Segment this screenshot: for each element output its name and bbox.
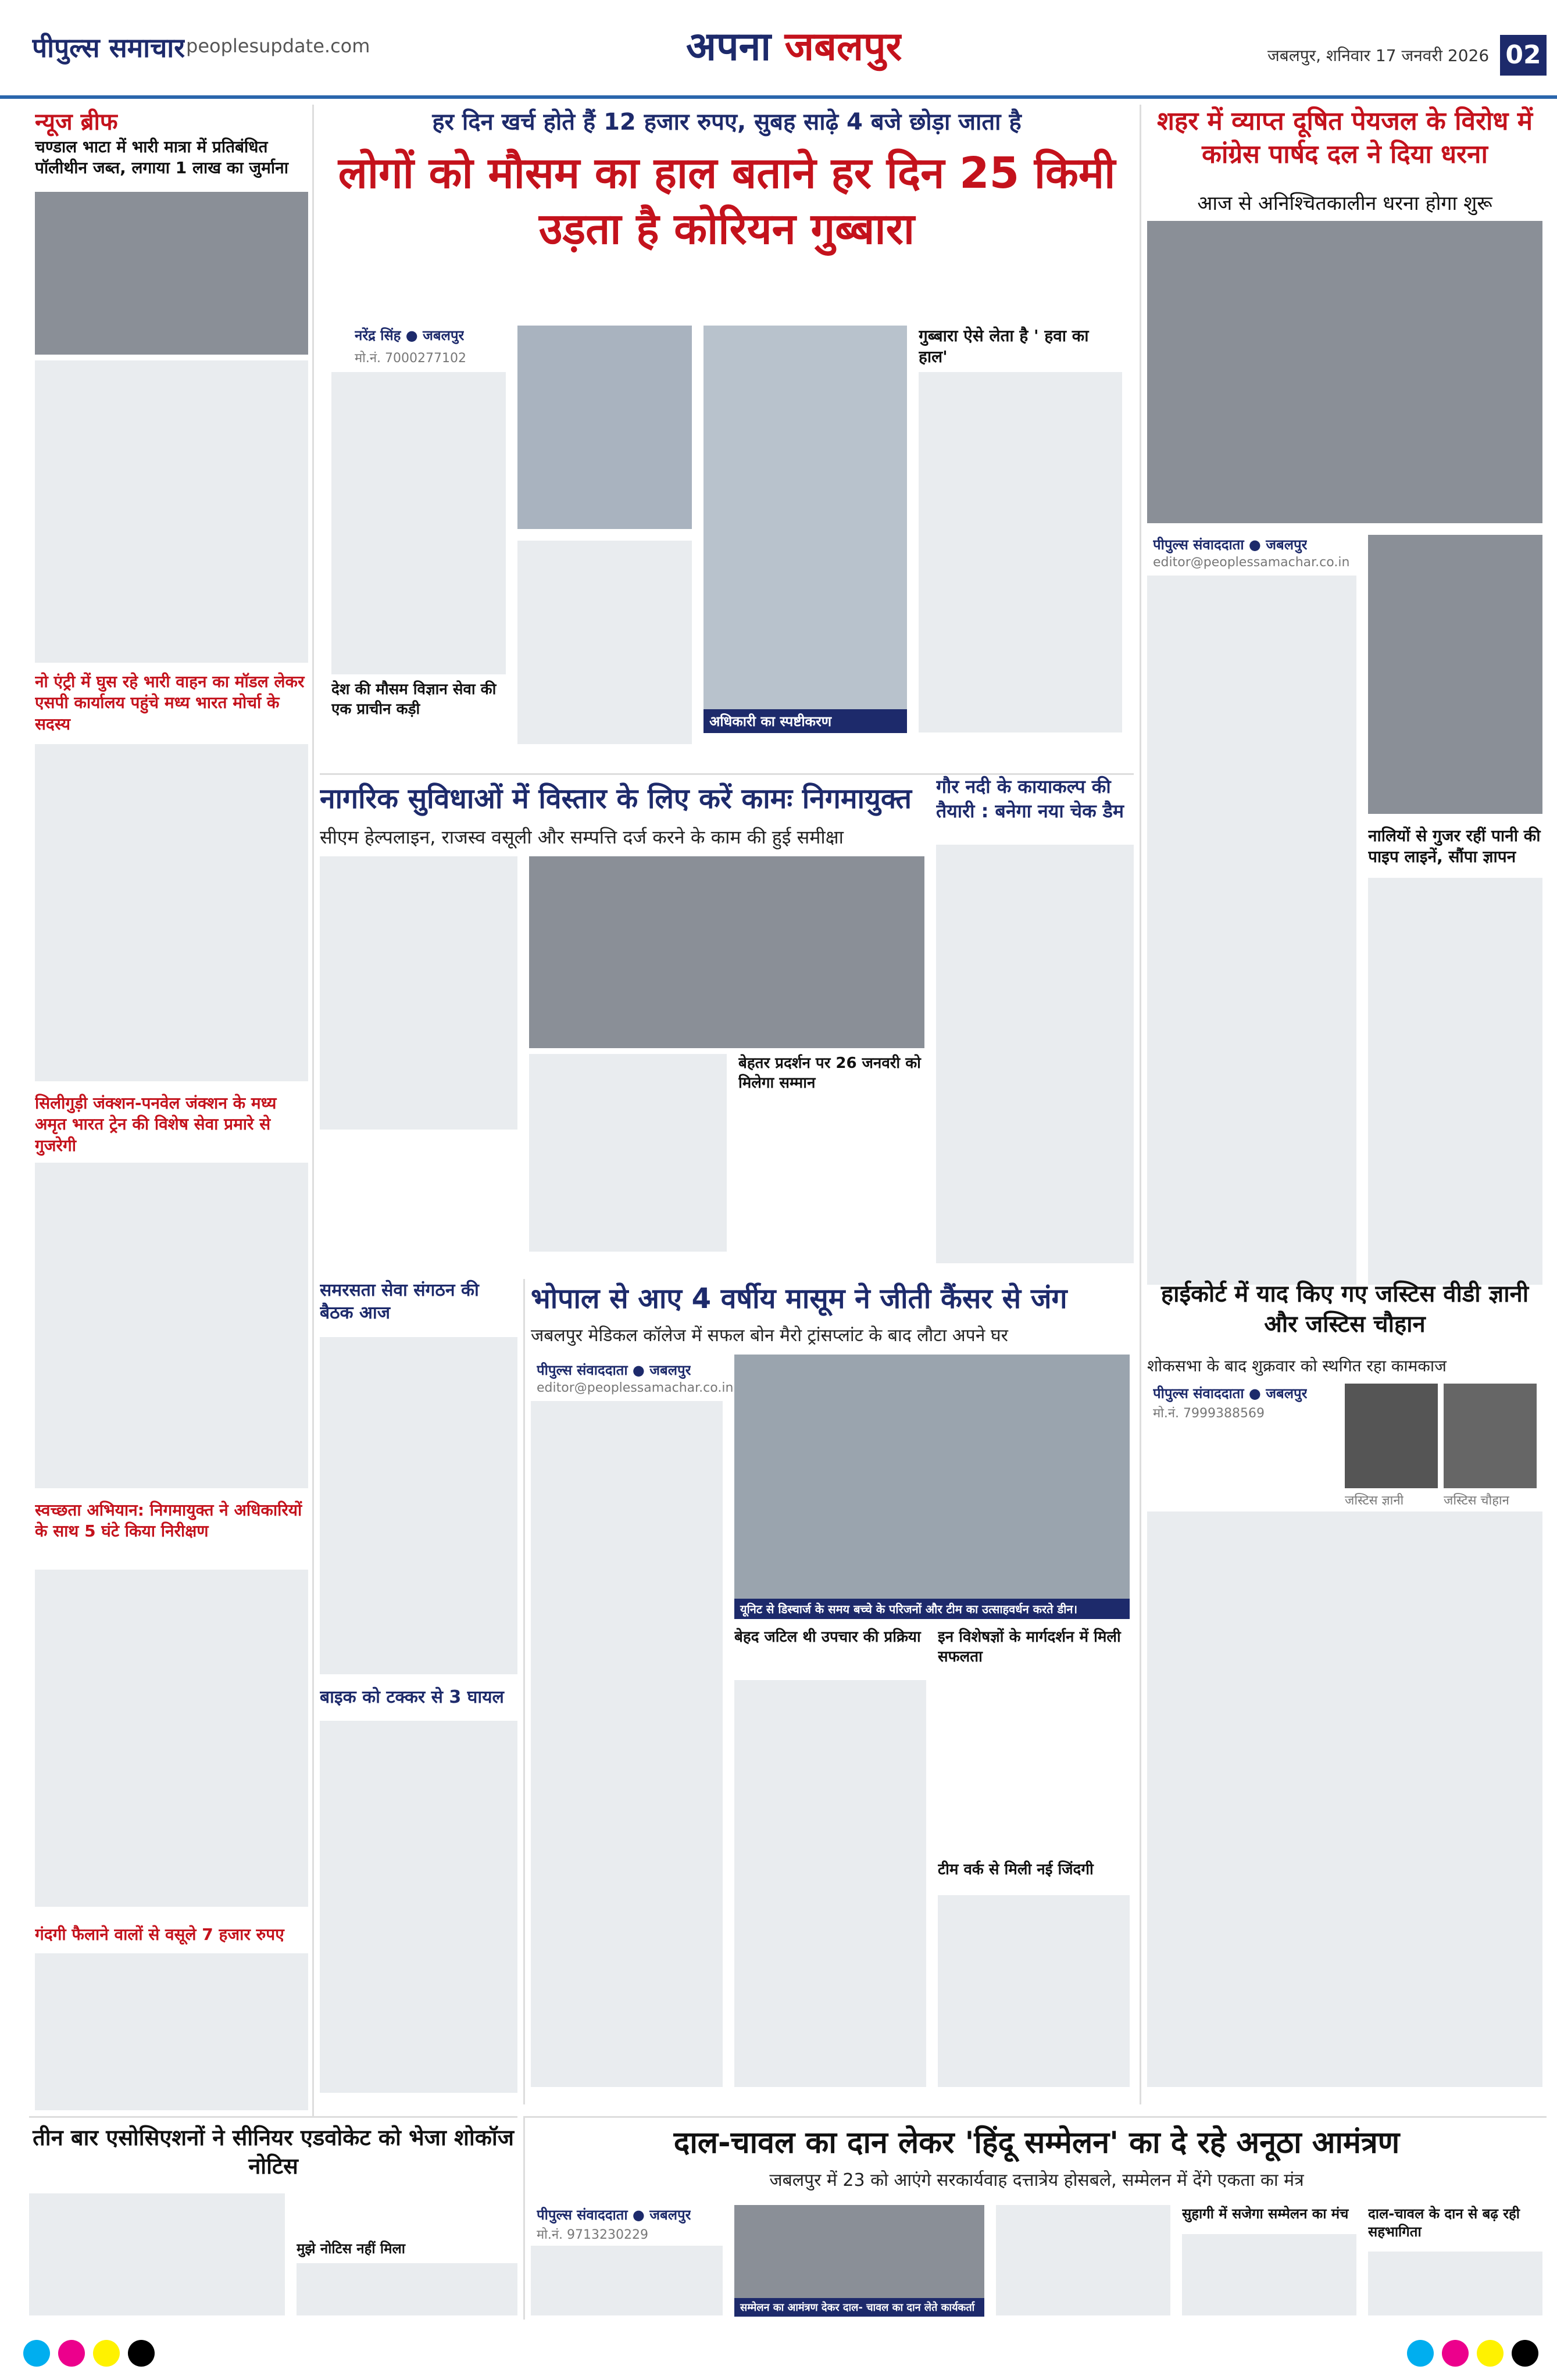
right-email: editor@peoplessamachar.co.in <box>1153 555 1350 570</box>
highcourt-story <box>1140 1279 1547 2104</box>
lead-subhead: देश की मौसम विज्ञान सेवा की एक प्राचीन कड़ी <box>331 681 497 718</box>
lead-headline: लोगों को मौसम का हाल बताने हर दिन 25 किमी उड़ता है कोरियन गुब्बारा <box>338 148 1116 255</box>
lead-photo-caption: अधिकारी का स्पष्टीकरण <box>703 709 907 733</box>
right-text <box>1147 576 1356 1285</box>
right-photo-2 <box>1368 535 1542 814</box>
bottom-mid-story <box>523 2116 1547 2320</box>
lead-photo-device <box>517 326 692 529</box>
cancer-text-1 <box>531 1401 723 2087</box>
bm-photo <box>734 2205 984 2298</box>
bm-text-3 <box>1182 2234 1356 2315</box>
lead-box-text <box>919 372 1122 732</box>
lead-mobile: मो.नं. 7000277102 <box>355 351 467 366</box>
cancer-text-3 <box>938 1895 1130 2087</box>
lead-text-col-2 <box>517 541 692 744</box>
right-headline-2: नालियों से गुजर रहीं पानी की पाइप लाइनें, सौंपा ज्ञापन <box>1368 826 1541 867</box>
black-swatch-right <box>1512 2340 1538 2367</box>
cancer-headline: भोपाल से आए 4 वर्षीय मासूम ने जीती कैंसर से जंग <box>531 1282 1067 1315</box>
masthead <box>0 0 1557 99</box>
bm-mobile: मो.नं. 9713230229 <box>537 2228 649 2242</box>
nagar-text-1 <box>320 856 517 1130</box>
right-story <box>1140 105 1547 1296</box>
gaur-text <box>936 845 1134 1263</box>
bm-text-4 <box>1368 2252 1542 2315</box>
section-title: अपना जबलपुर <box>686 24 902 70</box>
brief-headline-5: गंदगी फैलाने वालों से वसूले 7 हजार रुपए <box>35 1925 284 1944</box>
nagar-subhead: सीएम हेल्पलाइन, राजस्व वसूली और सम्पत्ति दर्ज करने के काम की हुई समीक्षा <box>320 826 844 848</box>
accident-headline: बाइक को टक्कर से 3 घायल <box>320 1687 504 1707</box>
cancer-text-2 <box>734 1680 926 2087</box>
bl-subhead: मुझे नोटिस नहीं मिला <box>297 2240 405 2257</box>
yellow-swatch <box>93 2340 120 2367</box>
bm-subhead-3: दाल-चावल के दान से बढ़ रही सहभागिता <box>1368 2206 1520 2240</box>
lead-text-col-1 <box>331 372 506 674</box>
cancer-photo <box>734 1355 1130 1599</box>
hc-headline: हाईकोर्ट में याद किए गए जस्टिस वीडी ज्ञानी और जस्टिस चौहान <box>1160 1281 1529 1338</box>
brief-text-1 <box>35 360 308 663</box>
hc-text <box>1147 1511 1542 2087</box>
newspaper-logo: पीपुल्स समाचार <box>32 32 185 63</box>
news-brief-label: न्यूज ब्रीफ <box>35 109 118 135</box>
lead-photo-balloon <box>703 326 907 732</box>
brief-text-2 <box>35 744 308 1081</box>
brief-text-4 <box>35 1570 308 1907</box>
cancer-subhead: जबलपुर मेडिकल कॉलेज में सफल बोन मैरो ट्रांसप्लांट के बाद लौटा अपने घर <box>531 1325 1008 1346</box>
bm-headline: दाल-चावल का दान लेकर 'हिंदू सम्मेलन' का दे रहे अनूठा आमंत्रण <box>673 2125 1400 2160</box>
samrasta-text <box>320 1337 517 1674</box>
accident-text <box>320 1721 517 2093</box>
gaur-headline: गौर नदी के कायाकल्प की तैयारी : बनेगा नया चेक डैम <box>936 776 1124 822</box>
nagar-headline: नागरिक सुविधाओं में विस्तार के लिए करें कामः निगमायुक्त <box>320 782 912 815</box>
page-number: 02 <box>1500 35 1547 76</box>
bm-subhead-2: सुहागी में सजेगा सम्मेलन का मंच <box>1182 2206 1349 2222</box>
lead-box-title: गुब्बारा ऐसे लेता है ' हवा का हाल' <box>919 326 1089 367</box>
bm-text-1 <box>531 2246 723 2315</box>
bm-photo-caption: सम्मेलन का आमंत्रण देकर दाल- चावल का दान लेते कार्यकर्ता <box>734 2298 984 2317</box>
cyan-swatch <box>23 2340 50 2367</box>
bm-byline: पीपुल्स संवाददाता ● जबलपुर <box>537 2207 691 2223</box>
hc-mobile: मो.नं. 7999388569 <box>1153 1406 1265 1421</box>
brief-headline-4: स्वच्छता अभियान: निगमायुक्त ने अधिकारियों के साथ 5 घंटे किया निरीक्षण <box>35 1500 302 1541</box>
hc-byline: पीपुल्स संवाददाता ● जबलपुर <box>1153 1385 1308 1402</box>
bm-subhead: जबलपुर में 23 को आएंगे सरकार्यवाह दत्तात्रेय होसबले, सम्मेलन में देंगे एकता का मंत्र <box>769 2170 1304 2190</box>
hc-caption-2: जस्टिस चौहान <box>1444 1493 1509 1508</box>
nagar-story <box>320 773 1134 1267</box>
cancer-subhead-4: टीम वर्क से मिली नई जिंदगी <box>938 1861 1094 1878</box>
right-photo <box>1147 221 1542 523</box>
bl-headline: तीन बार एसोसिएशनों ने सीनियर एडवोकेट को भेजा शोकॉज नोटिस <box>33 2125 514 2179</box>
cancer-photo-caption: यूनिट से डिस्चार्ज के समय बच्चे के परिजनों और टीम का उत्साहवर्धन करते डीन। <box>734 1599 1130 1619</box>
nagar-text-2 <box>529 1054 727 1252</box>
cyan-swatch-right <box>1407 2340 1434 2367</box>
footer-color-bar <box>0 2337 1557 2372</box>
news-brief-column <box>29 105 314 2116</box>
samrasta-headline: समरसता सेवा संगठन की बैठक आज <box>320 1280 479 1323</box>
brief-headline-3: सिलीगुड़ी जंक्शन-पनवेल जंक्शन के मध्य अमृत भारत ट्रेन की विशेष सेवा प्रमारे से गुजरेगी <box>35 1093 277 1155</box>
lead-byline: नरेंद्र सिंह ● जबलपुर <box>355 327 465 344</box>
cancer-subhead-3: इन विशेषज्ञों के मार्गदर्शन में मिली सफलता <box>938 1628 1121 1666</box>
magenta-swatch <box>58 2340 85 2367</box>
right-headline: शहर में व्याप्त दूषित पेयजल के विरोध में कांग्रेस पार्षद दल ने दिया धरना <box>1156 106 1533 170</box>
brief-text-5 <box>35 1953 308 2110</box>
cancer-byline: पीपुल्स संवाददाता ● जबलपुर <box>537 1362 691 1378</box>
cancer-story <box>523 1279 1134 2104</box>
nagar-photo <box>529 856 924 1048</box>
issue-date: जबलपुर, शनिवार 17 जनवरी 2026 <box>1267 46 1490 65</box>
right-text-2 <box>1368 878 1542 1285</box>
lead-story <box>320 105 1134 762</box>
cancer-subhead-2: बेहद जटिल थी उपचार की प्रक्रिया <box>734 1628 921 1646</box>
bl-text-2 <box>297 2263 517 2315</box>
cancer-email: editor@peoplessamachar.co.in <box>537 1381 734 1395</box>
website-link[interactable]: peoplesupdate.com <box>186 35 370 57</box>
bm-text-2 <box>996 2205 1170 2315</box>
bl-text <box>29 2193 285 2315</box>
right-subhead: आज से अनिश्चितकालीन धरना होगा शुरू <box>1197 192 1492 215</box>
black-swatch <box>128 2340 155 2367</box>
bottom-left-story <box>29 2116 517 2320</box>
right-byline: पीपुल्स संवाददाता ● जबलपुर <box>1153 537 1308 553</box>
hc-photo-2 <box>1444 1384 1537 1488</box>
hc-caption-1: जस्टिस ज्ञानी <box>1345 1493 1404 1508</box>
samrasta-story <box>320 1279 517 2104</box>
nagar-caption: बेहतर प्रदर्शन पर 26 जनवरी को मिलेगा सम्मान <box>738 1055 921 1092</box>
hc-photo-1 <box>1345 1384 1438 1488</box>
lead-kicker: हर दिन खर्च होते हैं 12 हजार रुपए, सुबह साढ़े 4 बजे छोड़ा जाता है <box>432 109 1022 135</box>
brief-photo <box>35 192 308 355</box>
brief-headline-1: चण्डाल भाटा में भारी मात्रा में प्रतिबंधित पॉलीथीन जब्त, लगाया 1 लाख का जुर्माना <box>35 137 288 178</box>
yellow-swatch-right <box>1477 2340 1504 2367</box>
magenta-swatch-right <box>1442 2340 1469 2367</box>
brief-text-3 <box>35 1163 308 1488</box>
brief-headline-2: नो एंट्री में घुस रहे भारी वाहन का मॉडल लेकर एसपी कार्यालय पहुंचे मध्य भारत मोर्चा के सदस्य <box>35 672 305 734</box>
hc-subhead: शोकसभा के बाद शुक्रवार को स्थगित रहा कामकाज <box>1147 1356 1447 1375</box>
